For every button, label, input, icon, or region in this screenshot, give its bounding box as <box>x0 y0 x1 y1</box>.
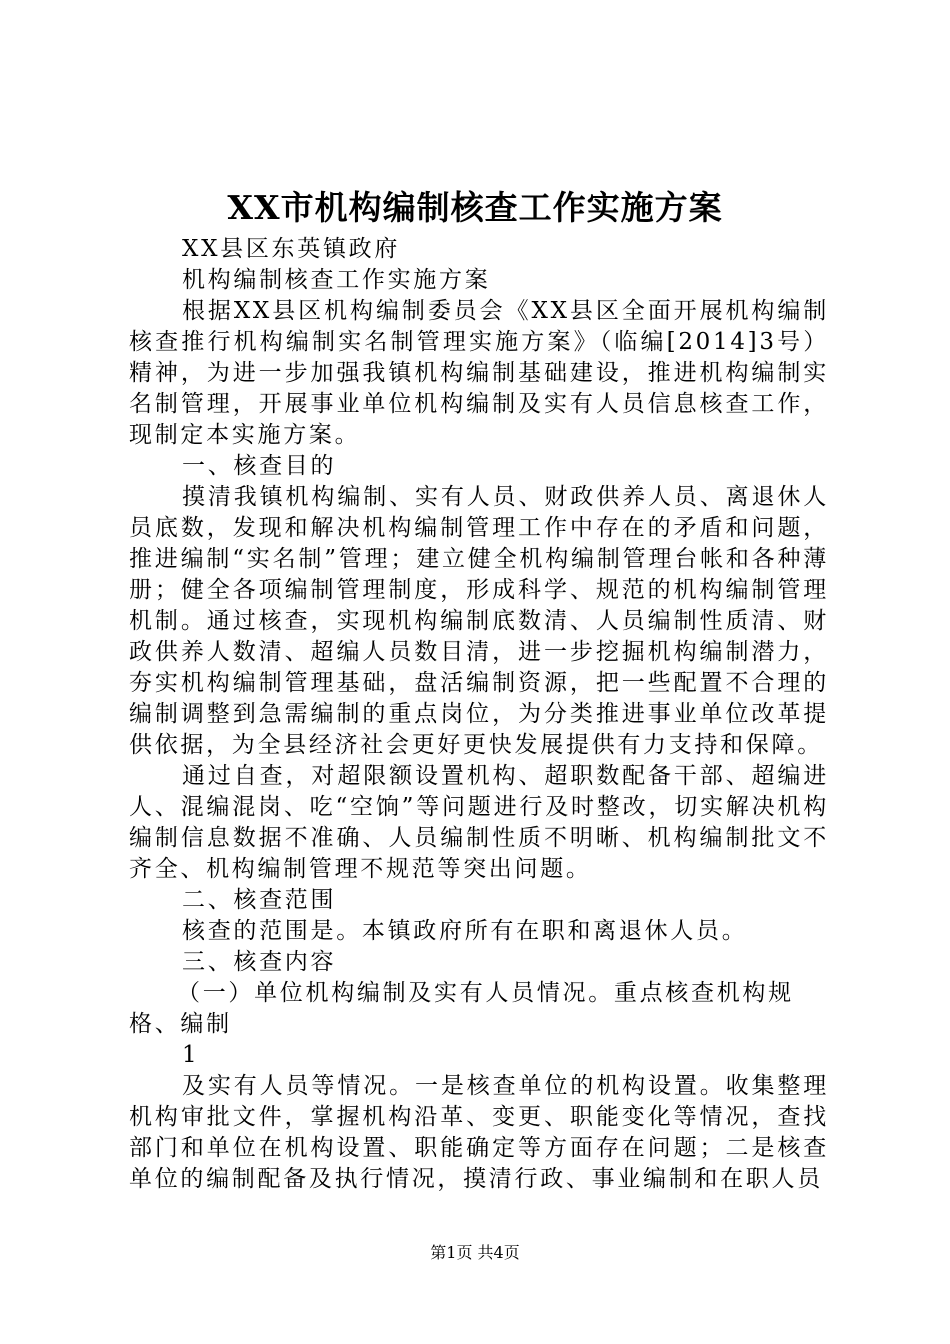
paragraph-section-3-item-1: （一）单位机构编制及实有人员情况。重点核查机构规格、编制 <box>129 980 794 1037</box>
heading-section-1: 一、核查目的 <box>182 453 337 479</box>
paragraph-subtitle: 机构编制核查工作实施方案 <box>182 267 491 293</box>
paragraph-section-3-item-1-cont: 及实有人员等情况。一是核查单位的机构设置。收集整理机构审批文件，掌握机构沿革、变更、职能变化等情况，查找部门和单位在机构设置、职能确定等方面存在问题；二是核查单位的编制配备及执行情况，摸清行政、事业编制和在职人员 <box>129 1073 829 1192</box>
heading-section-2: 二、核查范围 <box>182 887 337 913</box>
paragraph-issuer: XX县区东英镇政府 <box>182 236 401 262</box>
heading-section-3: 三、核查内容 <box>182 949 337 975</box>
page-footer: 第1页 共4页 <box>430 1243 520 1262</box>
document-title: XX市机构编制核查工作实施方案 <box>227 188 723 227</box>
document-body <box>129 234 829 1195</box>
page-number-inline: 1 <box>182 1042 200 1068</box>
paragraph-intro: 根据XX县区机构编制委员会《XX县区全面开展机构编制核查推行机构编制实名制管理实施方案》（临编[2014]3号）精神，为进一步加强我镇机构编制基础建设，推进机构编制实名制管理，开展事业单位机构编制及实有人员信息核查工作，现制定本实施方案。 <box>129 298 829 448</box>
paragraph-section-1-body: 摸清我镇机构编制、实有人员、财政供养人员、离退休人员底数，发现和解决机构编制管理工作中存在的矛盾和问题，推进编制“实名制”管理；建立健全机构编制管理台帐和各种薄册；健全各项编制管理制度，形成科学、规范的机构编制管理机制。通过核查，实现机构编制底数清、人员编制性质清、财政供养人数清、超编人员数目清，进一步挖掘机构编制潜力，夯实机构编制管理基础，盘活编制资源，把一些配置不合理的编制调整到急需编制的重点岗位，为分类推进事业单位改革提供依据，为全县经济社会更好更快发展提供有力支持和保障。 <box>129 484 829 758</box>
paragraph-section-1-selfcheck: 通过自查，对超限额设置机构、超职数配备干部、超编进人、混编混岗、吃“空饷”等问题进行及时整改，切实解决机构编制信息数据不准确、人员编制性质不明晰、机构编制批文不齐全、机构编制管理不规范等突出问题。 <box>129 763 829 882</box>
paragraph-section-2-body: 核查的范围是。本镇政府所有在职和离退休人员。 <box>182 918 748 944</box>
